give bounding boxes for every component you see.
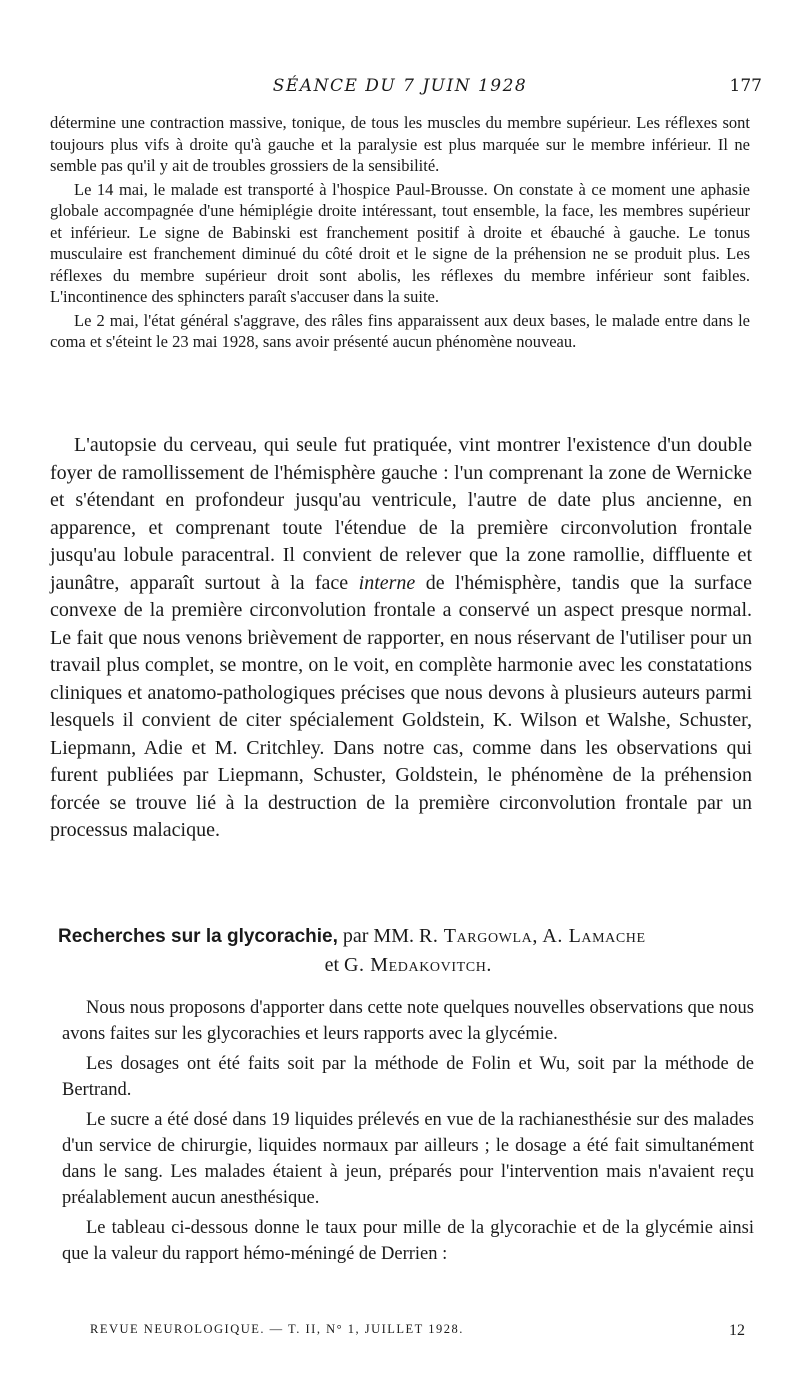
case-report-text: [50, 112, 750, 355]
case-paragraph: Le 2 mai, l'état général s'aggrave, des râles fins apparaissent aux deux bases, le malade entre dans le coma et s'éteint le 23 mai 1928, sans avoir présenté aucun phénomène nouveau.: [50, 310, 750, 351]
autopsy-paragraph: [50, 432, 752, 845]
page-number: 177: [729, 76, 762, 96]
autopsy-text-part-1: L'autopsie du cerveau, qui seule fut pratiquée, vint montrer l'existence d'un double foyer de ramollissement de l'hémisphère gauche : l'un comprenant la zone de Wernicke et s'étendant en profondeur jusqu'au ventricule, l'autre de date plus ancienne, en apparence, et comprenant toute l'étendue de la première circonvolution frontale jusqu'au lobule paracentral. Il convient de relever que la zone ramollie, diffluente et jaunâtre, apparaît surtout à la face: [50, 434, 752, 594]
article-title-bold: Recherches sur la glycorachie,: [58, 926, 338, 947]
autopsy-text: [50, 432, 752, 845]
running-head: [0, 76, 800, 98]
case-paragraph: Le 14 mai, le malade est transporté à l'hospice Paul-Brousse. On constate à ce moment une aphasie globale accompagnée d'une hémiplégie droite intéressant, tout ensemble, la face, les membres supérieur et inférieur. Le signe de Babinski est franchement positif à droite et ébauché à gauche. Le tonus musculaire est franchement diminué du côté droit et le signe de la préhension ne se produit plus. Les réflexes du membre supérieur droit sont abolis, les réflexes du membre inférieur sont faibles. L'incontinence des sphincters paraît s'accuser dans la suite.: [50, 179, 750, 306]
article-paragraph: Nous nous proposons d'apporter dans cette note quelques nouvelles observations que nous avons faites sur les glycorachies et leurs rapports avec la glycémie.: [62, 998, 754, 1044]
author-and: et: [324, 954, 345, 976]
signature-mark: 12: [729, 1322, 745, 1339]
article-paragraph: Le sucre a été dosé dans 19 liquides prélevés en vue de la rachianesthésie sur des malades d'un service de chirurgie, liquides normaux par ailleurs ; le dosage a été fait simultanément dans le sang. Les malades étaient à jeun, préparés pour l'intervention mais n'avaient reçu préalablement aucun anesthésique.: [62, 1110, 754, 1208]
autopsy-text-part-2: de l'hémisphère, tandis que la surface convexe de la première circonvolution frontale a conservé un aspect presque normal. Le fait que nous venons brièvement de rapporter, en nous réservant de l'utiliser pour un travail plus complet, se montre, on le voit, en complète harmonie avec les constatations cliniques et anatomo-pathologiques précises que nous devons à plusieurs auteurs parmi lesquels il convient de citer spécialement Goldstein, K. Wilson et Walshe, Schuster, Liepmann, Adie et M. Critchley. Dans notre cas, comme dans les observations qui furent publiées par Liepmann, Schuster, Goldstein, le phénomène de la préhension forcée se trouve lié à la destruction de la première circonvolution frontale par un processus malacique.: [50, 571, 753, 841]
author-targowla: R. Targowla: [418, 925, 533, 947]
article-paragraph: Les dosages ont été faits soit par la méthode de Folin et Wu, soit par la méthode de Bertrand.: [62, 1054, 754, 1100]
article-paragraph: Le tableau ci-dessous donne le taux pour mille de la glycorachie et de la glycémie ainsi que la valeur du rapport hémo-méningé de Derrien :: [62, 1218, 754, 1264]
author-medakovitch: G. Medakovitch: [344, 954, 487, 976]
article-title-dot: .: [486, 954, 492, 976]
author-lamache: A. Lamache: [542, 925, 646, 947]
article-title-line-2: [58, 951, 758, 979]
journal-citation: REVUE NEUROLOGIQUE. — T. II, N° 1, JUILLET 1928.: [90, 1322, 464, 1336]
article-title: [58, 922, 758, 979]
autopsy-italic-word: interne: [358, 571, 416, 594]
case-paragraph: détermine une contraction massive, tonique, de tous les muscles du membre supérieur. Les réflexes sont toujours plus vifs à droite qu'à gauche et la paralysie est plus marquée sur le membre inférieur. Il ne semble pas qu'il y ait de troubles grossiers de la sensibilité.: [50, 113, 750, 175]
page-footer: [0, 1322, 800, 1344]
glycorachie-text: [62, 995, 754, 1271]
running-title: SÉANCE DU 7 JUIN 1928: [272, 76, 528, 96]
article-title-by: par MM.: [337, 925, 419, 947]
author-separator: ,: [532, 925, 543, 947]
